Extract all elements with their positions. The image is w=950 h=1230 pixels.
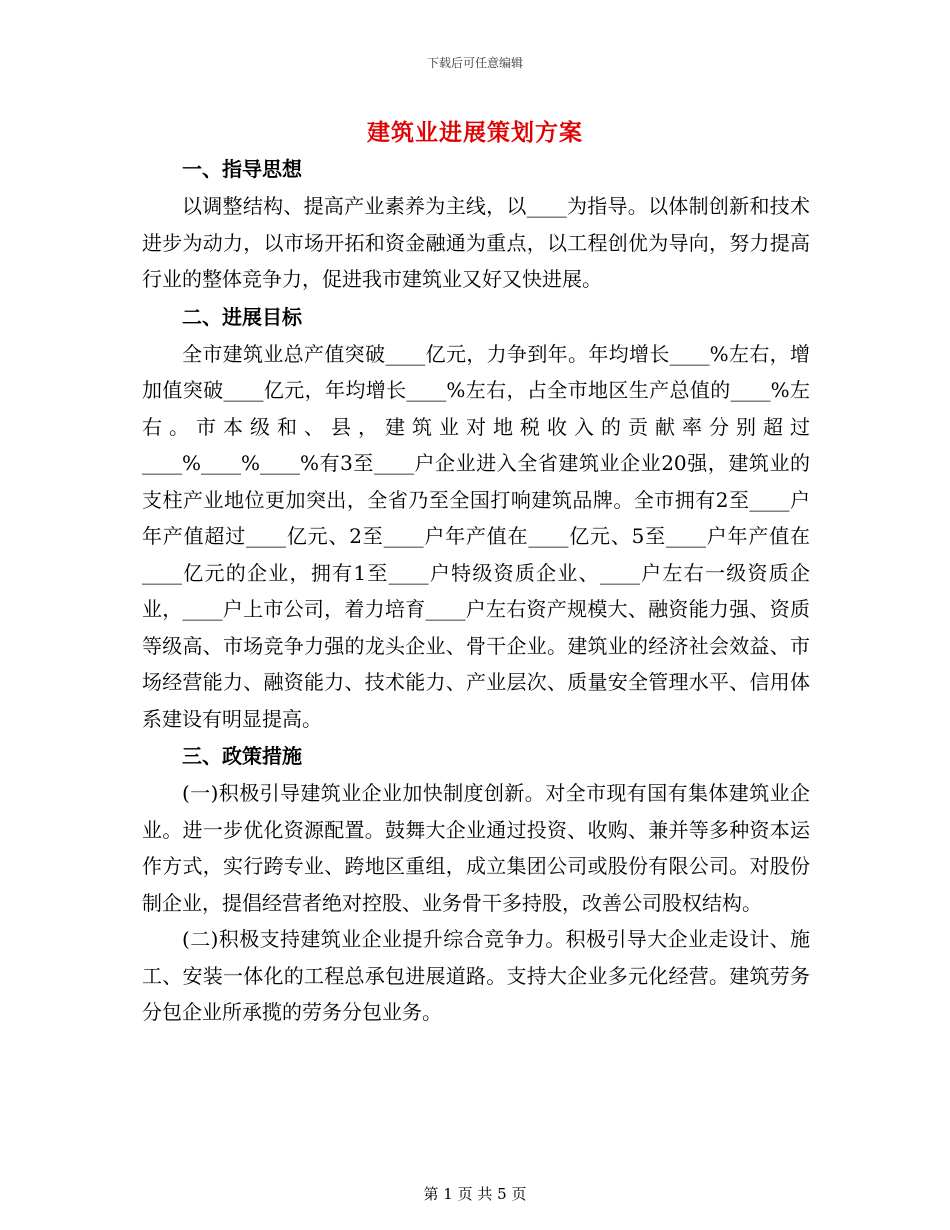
document-title: 建筑业进展策划方案	[367, 119, 583, 146]
page-footer: 第 1 页 共 5 页	[423, 1185, 527, 1203]
paragraph-policy-measure-2: (二)积极支持建筑业企业提升综合竞争力。积极引导大企业走设计、施工、安装一体化的工程总承包进展道路。支持大企业多元化经营。建筑劳务分包企业所承揽的劳务分包业务。	[142, 927, 810, 1024]
paragraph-policy-measure-1: (一)积极引导建筑业企业加快制度创新。对全市现有国有集体建筑业企业。进一步优化资源配置。鼓舞大企业通过投资、收购、兼并等多种资本运作方式，实行跨专业、跨地区重组，成立集团公司或股份有限公司。对股份制企业，提倡经营者绝对控股、业务骨干多持股，改善公司股权结构。	[142, 781, 810, 915]
section-heading-guiding-ideology: 一、指导思想	[182, 157, 302, 181]
document-body	[142, 150, 810, 1031]
section-heading-policy-measures: 三、政策措施	[182, 744, 302, 768]
paragraph-development-goals: 全市建筑业总产值突破____亿元，力争到年。年均增长____%左右，增加值突破____亿元，年均增长____%左右，占全市地区生产总值的____%左右。市本级和、县，建筑业对地税收入的贡献率分别超过____%____%____%有3至____户企业进入全省建筑业企业20强，建筑业的支柱产业地位更加突出，全省乃至全国打响建筑品牌。全市拥有2至____户年产值超过____亿元、2至____户年产值在____亿元、5至____户年产值在____亿元的企业，拥有1至____户特级资质企业、____户左右一级资质企业，____户上市公司，着力培育____户左右资产规模大、融资能力强、资质等级高、市场竞争力强的龙头企业、骨干企业。建筑业的经济社会效益、市场经营能力、融资能力、技术能力、产业层次、质量安全管理水平、信用体系建设有明显提高。	[142, 341, 810, 731]
paragraph-guiding-ideology: 以调整结构、提高产业素养为主线，以____为指导。以体制创新和技术进步为动力，以市场开拓和资金融通为重点，以工程创优为导向，努力提高行业的整体竞争力，促进我市建筑业又好又快进展。	[142, 194, 810, 291]
header-note: 下载后可任意编辑	[426, 56, 523, 70]
section-heading-development-goals: 二、进展目标	[182, 304, 302, 329]
